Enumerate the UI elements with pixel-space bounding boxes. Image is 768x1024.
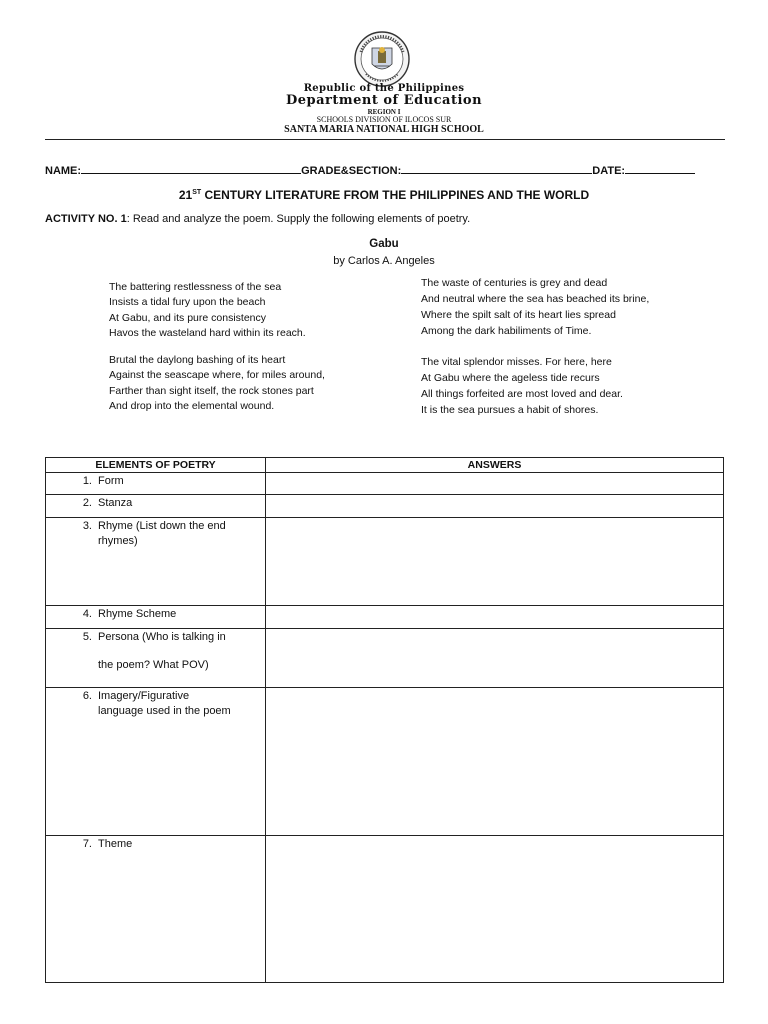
element-cell: 4. Rhyme Scheme (46, 606, 266, 629)
poem-stanza (109, 280, 306, 341)
element-cell: 1. Form (46, 473, 266, 495)
name-blank[interactable] (81, 163, 301, 174)
name-label: NAME: (45, 165, 82, 177)
table-row (46, 836, 724, 983)
poem-stanza (421, 354, 623, 418)
poem-line: All things forfeited are most loved and dear. (421, 388, 623, 400)
poem-line: Among the dark habiliments of Time. (421, 325, 592, 337)
answer-cell[interactable] (266, 495, 724, 518)
activity-instruction: ACTIVITY NO. 1: Read and analyze the poem. Supply the following elements of poetry. (45, 213, 471, 225)
poem-stanza (109, 353, 325, 414)
poem-title: Gabu (369, 238, 399, 250)
table-row (46, 495, 724, 518)
grade-section-blank[interactable] (401, 163, 592, 174)
poem-line: It is the sea pursues a habit of shores. (421, 404, 599, 416)
element-cell: 7. Theme (46, 836, 266, 983)
deped-seal-logo (352, 30, 412, 88)
poem-line: At Gabu, and its pure consistency (109, 311, 267, 324)
poem-line: Insists a tidal fury upon the beach (109, 296, 266, 309)
school-heading: SANTA MARIA NATIONAL HIGH SCHOOL (284, 124, 484, 135)
header-divider (45, 139, 725, 140)
poem-author: by Carlos A. Angeles (333, 255, 435, 267)
answers-header: ANSWERS (266, 458, 724, 473)
poem-line: And neutral where the sea has beached its brine, (421, 293, 650, 305)
poem-line: Against the seascape where, for miles around, (109, 369, 325, 382)
answer-cell[interactable] (266, 518, 724, 606)
answer-cell[interactable] (266, 606, 724, 629)
poem-line: And drop into the elemental wound. (109, 399, 275, 412)
grade-section-label: GRADE&SECTION: (301, 165, 402, 177)
date-label: DATE: (592, 165, 626, 177)
answer-cell[interactable] (266, 473, 724, 495)
activity-label: ACTIVITY NO. 1 (45, 213, 127, 225)
table-row (46, 473, 724, 495)
student-info-line (45, 163, 725, 177)
table-row (46, 688, 724, 836)
answer-cell[interactable] (266, 629, 724, 688)
poem-line: At Gabu where the ageless tide recurs (421, 372, 600, 384)
poem-line: The battering restlessness of the sea (109, 281, 282, 293)
answer-cell[interactable] (266, 688, 724, 836)
date-blank[interactable] (625, 163, 695, 174)
poem-line: The vital splendor misses. For here, here (421, 356, 612, 368)
element-cell: 3. Rhyme (List down the end rhymes) (46, 518, 266, 606)
element-cell: 6. Imagery/Figurative language used in the poem (46, 688, 266, 836)
table-row (46, 518, 724, 606)
poem-line: Farther than sight itself, the rock stones part (109, 384, 314, 397)
table-row (46, 629, 724, 688)
table-row (46, 606, 724, 629)
element-cell: 2. Stanza (46, 495, 266, 518)
answer-cell[interactable] (266, 836, 724, 983)
poem-stanza (421, 275, 649, 339)
republic-heading: Republic of the Philippines (303, 83, 465, 94)
worksheet-title: 21ST CENTURY LITERATURE FROM THE PHILIPPINES AND THE WORLD (178, 188, 590, 202)
poem-line: Where the spilt salt of its heart lies spread (421, 309, 616, 321)
elements-header: ELEMENTS OF POETRY (46, 458, 266, 473)
poem-line: The waste of centuries is grey and dead (421, 277, 608, 289)
poem-line: Brutal the daylong bashing of its heart (109, 354, 286, 366)
elements-table (45, 457, 724, 983)
region-heading: REGION I (367, 108, 401, 116)
element-cell: 5. Persona (Who is talking in the poem? What POV) (46, 629, 266, 688)
division-heading: SCHOOLS DIVISION OF ILOCOS SUR (316, 115, 452, 124)
poem-line: Havos the wasteland hard within its reach. (109, 326, 306, 339)
department-heading: Department of Education (285, 93, 483, 108)
